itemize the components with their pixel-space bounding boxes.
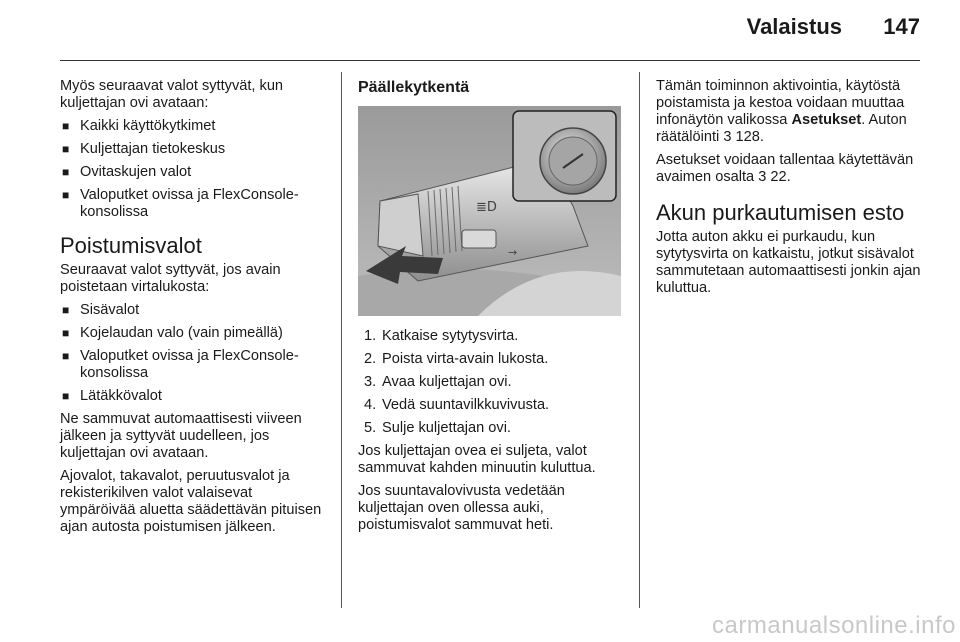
list-item: ■ Kaikki käyttökytkimet <box>62 118 216 134</box>
column-3 <box>656 78 922 303</box>
bullet-list-2 <box>60 302 326 405</box>
bullet-list-1 <box>60 118 326 221</box>
list-item: ■ Ovitaskujen valot <box>62 164 192 180</box>
list-item: 1. Katkaise sytytysvirta. <box>364 328 519 344</box>
list-item: ■ Kojelaudan valo (vain pimeällä) <box>62 325 283 341</box>
column-2 <box>358 78 624 540</box>
list-item: 2. Poista virta-avain lukosta. <box>364 351 549 367</box>
heading-poistumisvalot: Poistumisvalot <box>60 233 202 258</box>
paragraph: Ajovalot, takavalot, peruutusvalot ja rekisterikilven valot valaisevat ympäröivää aluetta säädettävän pituisen ajan autosta poistumisen jälkeen. <box>60 468 322 535</box>
paragraph: Tämän toiminnon aktivointia, käytöstä poistamista ja kestoa voidaan muuttaa infonäytön valikossa Asetukset. Auton räätälöinti 3 128. <box>656 78 907 145</box>
bullet-icon: ■ <box>62 326 70 340</box>
bullet-icon: ■ <box>62 119 70 133</box>
column-divider-1 <box>341 72 342 608</box>
bullet-icon: ■ <box>62 165 70 179</box>
list-item: ■ Lätäkkövalot <box>62 388 162 404</box>
page-reference-arrow-icon: 3 <box>723 129 732 145</box>
heading-paallekytkenta: Päällekytkentä <box>358 79 470 96</box>
intro-paragraph: Myös seuraavat valot syttyvät, kun kuljettajan ovi avataan: <box>60 78 284 111</box>
page-reference-arrow-icon: 3 <box>758 169 767 185</box>
heading-akun-purkautumisen-esto: Akun purkautumisen esto <box>656 200 905 225</box>
list-item: ■ Kuljettajan tietokeskus <box>62 141 226 157</box>
paragraph: Jos kuljettajan ovea ei suljeta, valot sammuvat kahden minuutin kuluttua. <box>358 443 596 476</box>
list-item: 3. Avaa kuljettajan ovi. <box>364 374 512 390</box>
list-item: 5. Sulje kuljettajan ovi. <box>364 420 511 436</box>
column-divider-2 <box>639 72 640 608</box>
column-1 <box>60 78 326 542</box>
paragraph: Jotta auton akku ei purkaudu, kun sytytysvirta on katkaistu, jotkut sisävalot sammutetaan automaattisesti jonkin ajan kuluttua. <box>656 229 921 296</box>
steps-list <box>358 328 624 437</box>
menu-name-asetukset: Asetukset <box>791 112 862 128</box>
page-header <box>0 0 960 62</box>
list-item: 4. Vedä suuntavilkkuvivusta. <box>364 397 550 413</box>
bullet-icon: ■ <box>62 188 70 202</box>
page-number: 147 <box>883 14 920 39</box>
header-rule <box>60 60 920 61</box>
watermark: carmanualsonline.info <box>712 612 956 639</box>
bullet-icon: ■ <box>62 349 70 363</box>
paragraph: Asetukset voidaan tallentaa käytettävän avaimen osalta 3 22. <box>656 152 914 185</box>
svg-text:→: → <box>508 246 518 259</box>
bullet-icon: ■ <box>62 142 70 156</box>
svg-text:≣D: ≣D <box>476 200 497 215</box>
paragraph: Ne sammuvat automaattisesti viiveen jälkeen ja syttyvät uudelleen, jos kuljettajan ovi avataan. <box>60 411 302 461</box>
list-item: ■ Sisävalot <box>62 302 140 318</box>
list-item: ■ Valoputket ovissa ja FlexConsole-konsolissa <box>62 348 299 381</box>
section-title: Valaistus <box>746 14 842 39</box>
bullet-icon: ■ <box>62 389 70 403</box>
list-item: ■ Valoputket ovissa ja FlexConsole-konsolissa <box>62 187 299 220</box>
paragraph: Jos suuntavalovivusta vedetään kuljettajan oven ollessa auki, poistumisvalot sammuvat heti. <box>358 483 565 533</box>
turn-signal-lever-illustration <box>358 106 621 316</box>
paragraph: Seuraavat valot syttyvät, jos avain poistetaan virtalukosta: <box>60 262 281 295</box>
bullet-icon: ■ <box>62 303 70 317</box>
